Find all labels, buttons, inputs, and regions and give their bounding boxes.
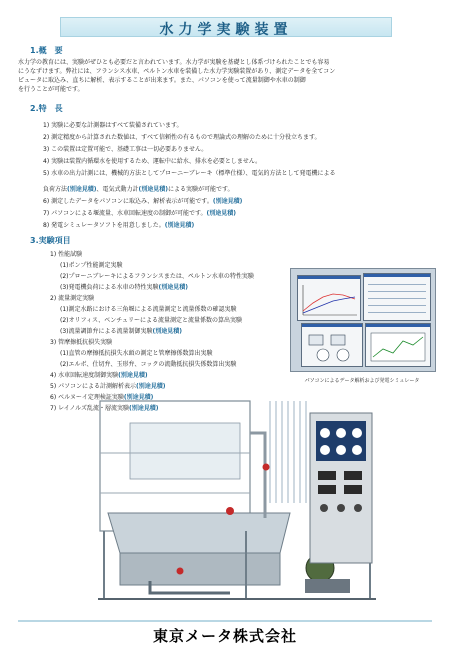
experiment-item: 7) レイノルズ乱流・層流実験(別途見積) bbox=[50, 405, 159, 412]
generator-diagram bbox=[303, 329, 361, 365]
section-heading-experiments: 3.実験項目 bbox=[30, 236, 71, 245]
measurement-plot bbox=[367, 329, 429, 365]
section-heading-features: 2.特 長 bbox=[30, 104, 63, 113]
software-screenshot-collage bbox=[290, 268, 436, 372]
experiment-item: (1)直管の摩擦抵抗損失水頭の測定と管摩擦係数算出実験 bbox=[60, 350, 213, 357]
feature-item: 8) 発電シミュレータソフトを用意しました。(別途見積) bbox=[43, 222, 195, 229]
feature-item: 負荷方法(別途見積)、電気式動力計(別途見積)による実験が可能です。 bbox=[43, 186, 234, 193]
experiment-item: 3) 管摩擦抵抗損失実験 bbox=[50, 339, 113, 346]
hydraulics-apparatus-image bbox=[90, 393, 380, 605]
experiment-item: (2)プローニブレーキによるフランシスまたは、ペルトン水車の特性実験 bbox=[60, 273, 254, 280]
company-name: 東京メータ株式会社 bbox=[152, 627, 297, 645]
quote-tag: (別途見積) bbox=[164, 222, 195, 229]
section-heading-overview: 1.概 要 bbox=[30, 46, 63, 55]
quote-tag: (別途見積) bbox=[67, 186, 97, 193]
quote-tag: (別途見積) bbox=[129, 405, 159, 412]
feature-item: 3) この装置は定置可能で、基礎工事は一切必要ありません。 bbox=[43, 146, 208, 153]
experiment-item: 4) 水車回転速度制御実験(別途見積) bbox=[50, 372, 148, 379]
feature-item: 2) 測定精度から計算された数値は、すべて信頼性の有るもので理論式の理解のために十分役立ちます。 bbox=[43, 134, 321, 141]
quote-tag: (別途見積) bbox=[135, 383, 166, 390]
experiment-item: (1)測定水路における三角堰による流量測定と流量係数の確認実験 bbox=[60, 306, 237, 313]
experiment-item: (3)発電機負荷による水車の特性実験(別途見積) bbox=[60, 284, 188, 291]
simulator-window bbox=[301, 323, 363, 367]
overview-paragraph: 水力学の教育には、実験がぜひとも必要だと言われています。水力学が実験を基礎とし体系づけられたことでも容易 にうなずけます。弊社には、フランシス水車、ペルトン水車を装備した水力学実験装置があり、測定データを全てコン ピュータに取込み、直ちに解析、表示することが出来ます。また、パソコンを使って流量制御や水車の制御 を行うことが可能です。 bbox=[18, 59, 336, 93]
quote-tag: (別途見積) bbox=[123, 394, 154, 401]
data-table-window bbox=[363, 273, 431, 321]
experiment-item: 2) 流量測定実験 bbox=[50, 295, 95, 302]
experiment-item: 1) 性能試験 bbox=[50, 251, 83, 258]
analysis-window bbox=[297, 275, 361, 321]
feature-item: 1) 実験に必要な計測器はすべて装備されています。 bbox=[43, 122, 183, 129]
experiment-item: 6) ベルヌーイ定理検証実験(別途見積) bbox=[50, 394, 154, 401]
quote-tag: (別途見積) bbox=[152, 328, 182, 335]
feature-item: 7) パソコンによる堰流量、水車回転速度の制御が可能です。(別途見積) bbox=[43, 210, 236, 217]
measurement-window bbox=[365, 323, 431, 367]
experiment-item: (1)ポンプ性能測定実験 bbox=[60, 262, 123, 269]
experiment-item: (3)流量調節弁による流量制御実験(別途見積) bbox=[60, 328, 182, 335]
experiment-item: 5) パソコンによる計測解析表示(別途見積) bbox=[50, 383, 166, 390]
feature-item: 5) 水車の出力計測には、機械的方法としてプローニーブレーキ（標準仕様）、電気的方法として発電機による bbox=[43, 170, 336, 177]
quote-tag: (別途見積) bbox=[212, 198, 243, 205]
title-banner bbox=[60, 17, 392, 37]
feature-item: 4) 実験は装置内循環水を使用するため、運転中に給水、排水を必要としません。 bbox=[43, 158, 262, 165]
feature-item: 6) 測定したデータをパソコンに取込み、解析表示が可能です。(別途見積) bbox=[43, 198, 243, 205]
quote-tag: (別途見積) bbox=[138, 186, 169, 193]
experiment-item: (2)オリフィス、ベンチュリーによる流量測定と流量係数の算出実験 bbox=[60, 317, 243, 324]
footer-divider bbox=[18, 620, 432, 622]
screenshot-caption: パソコンによるデータ解析および発電シミュレータ bbox=[304, 378, 420, 384]
quote-tag: (別途見積) bbox=[118, 372, 148, 379]
page-title: 水力学実験装置 bbox=[159, 22, 293, 38]
quote-tag: (別途見積) bbox=[206, 210, 236, 217]
graph-plot bbox=[299, 281, 359, 319]
quote-tag: (別途見積) bbox=[158, 284, 188, 291]
experiment-item: (2)エルボ、仕切弁、玉形弁、コックの流動抵抗損失係数算出実験 bbox=[60, 361, 237, 368]
